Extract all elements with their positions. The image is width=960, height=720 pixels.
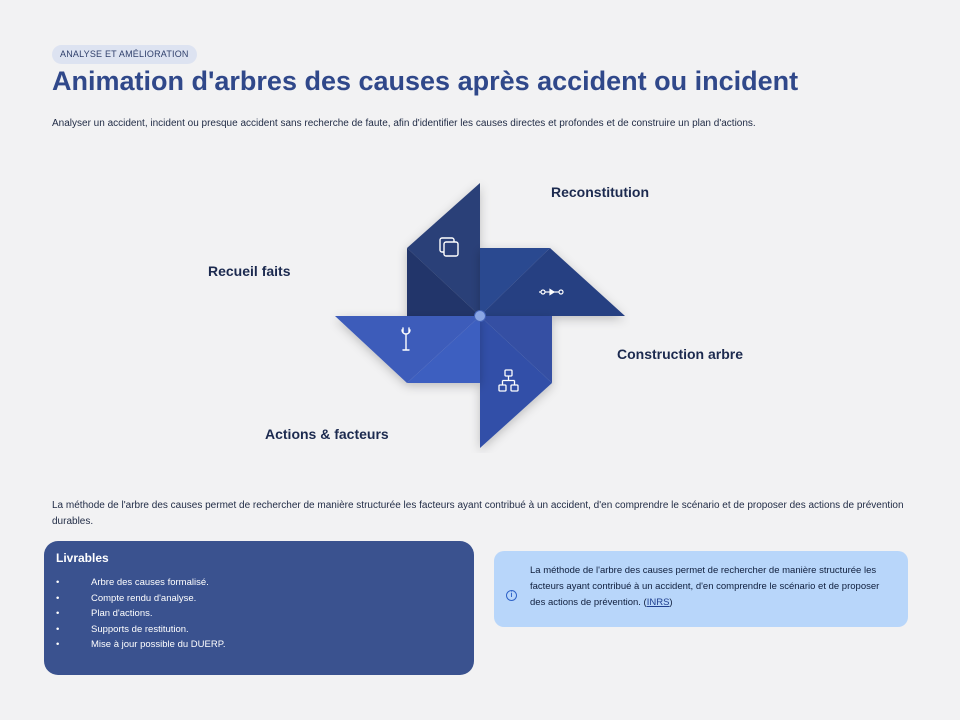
list-item: • Mise à jour possible du DUERP.	[56, 637, 462, 653]
info-callout	[494, 551, 908, 627]
step-label-construction-arbre: Construction arbre	[617, 346, 744, 362]
info-text: La méthode de l'arbre des causes permet de rechercher de manière structurée les facteurs ayant contribué à un accident, d'en comprendre le scénario et de proposer des actions de prévention.	[530, 565, 880, 608]
step-label-reconstitution: Reconstitution	[551, 184, 649, 200]
blade-construction-arbre	[480, 316, 552, 448]
category-tag: ANALYSE ET AMÉLIORATION	[52, 45, 197, 64]
step-label-recueil-faits: Recueil faits	[208, 263, 291, 279]
livrables-list	[56, 575, 462, 653]
blade-reconstitution	[480, 248, 625, 316]
info-icon: i	[506, 590, 517, 601]
list-item: • Arbre des causes formalisé.	[56, 575, 462, 591]
list-item: • Plan d'actions.	[56, 606, 462, 622]
page-subtitle: Analyser un accident, incident ou presque accident sans recherche de faute, afin d'identifier les causes directes et profondes et de construire un plan d'actions.	[52, 118, 756, 129]
info-paren-close: )	[669, 597, 673, 608]
intro-paragraph: La méthode de l'arbre des causes permet de rechercher de manière structurée les facteurs ayant contribué à un accident, d'en comprendre le scénario et de proposer des actions de prévention durables.	[52, 500, 904, 527]
livrables-title: Livrables	[56, 551, 109, 565]
pinwheel-diagram	[330, 178, 630, 453]
step-label-actions-facteurs: Actions & facteurs	[265, 426, 389, 442]
livrables-card	[44, 541, 474, 675]
pinwheel-svg	[330, 178, 630, 453]
info-paren-open: (	[643, 597, 647, 608]
page-title: Animation d'arbres des causes après accident ou incident	[52, 66, 799, 96]
list-item: • Compte rendu d'analyse.	[56, 591, 462, 607]
pinwheel-center	[475, 311, 486, 322]
list-item: • Supports de restitution.	[56, 622, 462, 638]
inrs-link[interactable]: INRS	[646, 597, 670, 608]
